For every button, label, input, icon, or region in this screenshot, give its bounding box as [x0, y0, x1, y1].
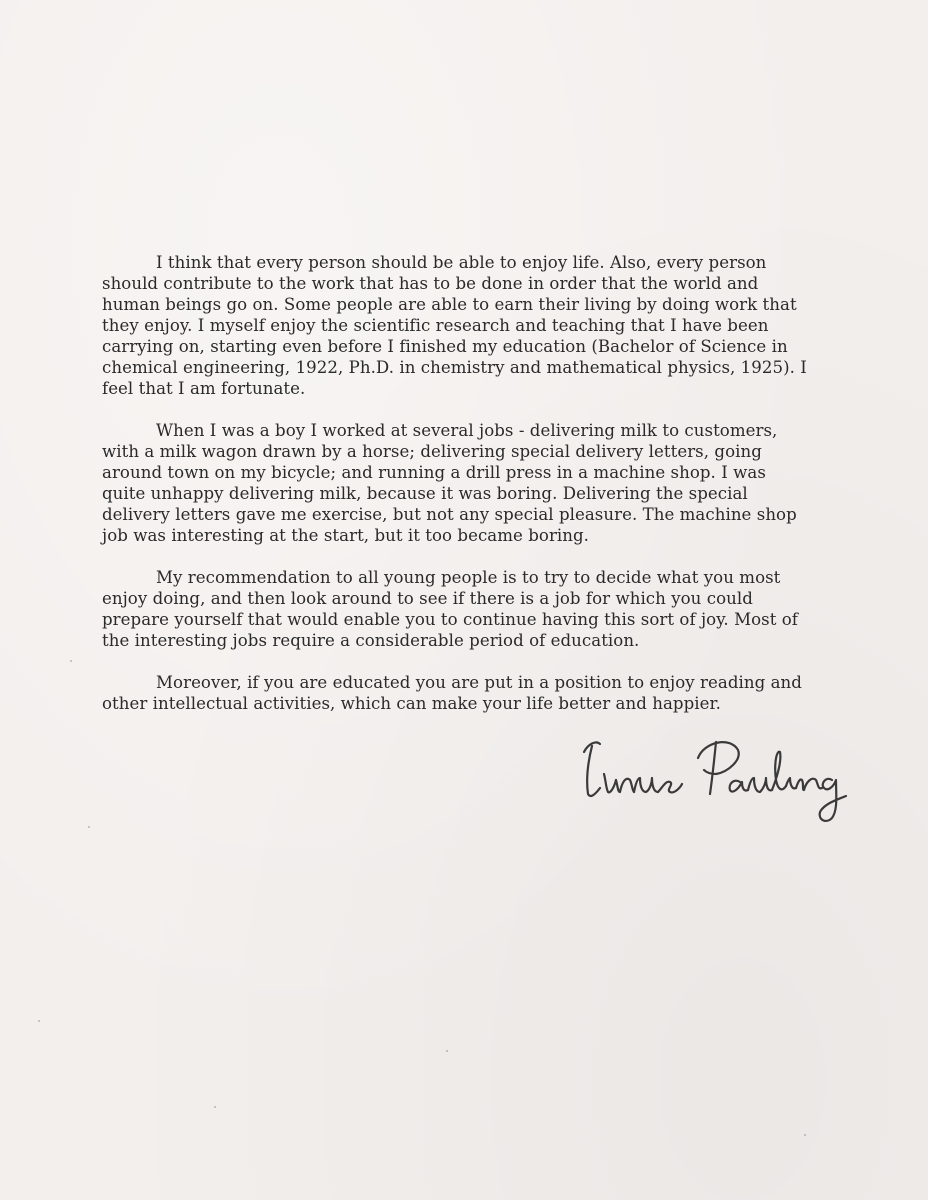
- text-line: prepare yourself that would enable you to continue having this sort of joy. Most of: [102, 610, 798, 629]
- paragraph-1: [102, 252, 810, 399]
- paper-speck: [446, 1050, 448, 1052]
- paragraph-3: [102, 567, 810, 651]
- signature: [570, 722, 860, 834]
- text-line: chemical engineering, 1922, Ph.D. in chemistry and mathematical physics, 1925). I: [102, 358, 807, 377]
- text-line: enjoy doing, and then look around to see if there is a job for which you could: [102, 589, 753, 608]
- paragraph-4: [102, 672, 810, 714]
- signature-stroke: [786, 778, 796, 788]
- text-line: When I was a boy I worked at several jobs - delivering milk to customers,: [156, 421, 778, 440]
- text-line: delivery letters gave me exercise, but not any special pleasure. The machine shop: [102, 505, 797, 524]
- signature-stroke: [748, 778, 772, 792]
- signature-stroke: [730, 781, 748, 792]
- signature-stroke: [587, 746, 600, 796]
- text-line: feel that I am fortunate.: [102, 379, 306, 398]
- paragraph-2: [102, 420, 810, 546]
- paper-speck: [214, 1106, 216, 1108]
- text-line: My recommendation to all young people is to try to decide what you most: [156, 568, 781, 587]
- text-line: quite unhappy delivering milk, because it was boring. Delivering the special: [102, 484, 748, 503]
- text-line: other intellectual activities, which can make your life better and happier.: [102, 694, 721, 713]
- signature-stroke: [772, 752, 786, 790]
- signature-stroke: [616, 779, 634, 792]
- signature-stroke: [604, 774, 616, 792]
- text-line: Moreover, if you are educated you are put in a position to enjoy reading and: [156, 673, 802, 692]
- signature-stroke: [634, 778, 658, 792]
- signature-stroke: [796, 779, 822, 790]
- paper-speck: [88, 826, 90, 828]
- text-line: I think that every person should be able to enjoy life. Also, every person: [156, 253, 767, 272]
- text-line: with a milk wagon drawn by a horse; delivering special delivery letters, going: [102, 442, 762, 461]
- text-line: the interesting jobs require a considerable period of education.: [102, 631, 640, 650]
- signature-stroke: [658, 782, 682, 793]
- paper-speck: [804, 1134, 806, 1136]
- signature-stroke: [710, 742, 716, 794]
- text-line: around town on my bicycle; and running a drill press in a machine shop. I was: [102, 463, 766, 482]
- text-line: carrying on, starting even before I finished my education (Bachelor of Science in: [102, 337, 788, 356]
- text-line: job was interesting at the start, but it too became boring.: [102, 526, 590, 545]
- text-line: they enjoy. I myself enjoy the scientific research and teaching that I have been: [102, 316, 769, 335]
- paper-speck: [38, 1020, 40, 1022]
- text-line: should contribute to the work that has to be done in order that the world and: [102, 274, 759, 293]
- paper-speck: [70, 660, 72, 662]
- signature-stroke: [820, 779, 846, 821]
- signature-stroke: [698, 742, 739, 774]
- letter-body: [102, 252, 810, 735]
- text-line: human beings go on. Some people are able to earn their living by doing work that: [102, 295, 797, 314]
